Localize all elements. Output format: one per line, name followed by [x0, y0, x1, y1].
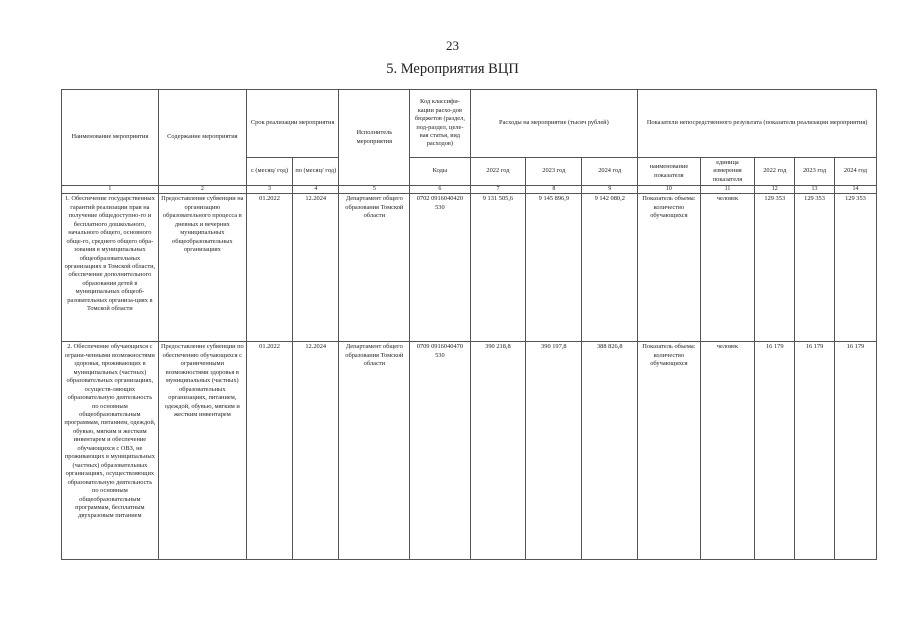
column-number: 10: [638, 186, 700, 194]
header-row-1: [62, 90, 877, 158]
header-period: Срок реализации мероприятия: [246, 90, 338, 158]
period-to: 12.2024: [293, 342, 339, 560]
measure-content: Предоставление субвенции по обеспечению обучающихся с ограниченными возможностями здоровья в муниципальных (частных) образовательных организациях, питанием, одеждой, обувью, мягким и жестким инвентарем: [158, 342, 246, 560]
column-number: 2: [158, 186, 246, 194]
measure-name: 2. Обеспечение обучающихся с ограни-ченными возможностями здоровья, проживающих в муниципальных (частных) образовательных организациях, осуществ-ляющих образовательную деятельность по основным общеобразовательным программам, питанием, одеждой, обувью, мягким и жестким инвентарем и обеспечение обучающихся с ОВЗ, не проживающих в муниципальных (частных) образовательных организациях, осуществляющих образовательную деятельность по основным общеобразовательным программам, бесплатным двухразовым питанием: [62, 342, 159, 560]
header-from: с (месяц/ год): [246, 158, 292, 186]
period-from: 01.2022: [246, 342, 292, 560]
expense-2023: 390 197,8: [526, 342, 582, 560]
column-number: 3: [246, 186, 292, 194]
column-number: 4: [293, 186, 339, 194]
header-expense-2022: 2022 год: [470, 158, 526, 186]
header-codes-group: Код классифи-кации расхо-дов бюджетов (раздел, под-раздел, целе-вая статья, вид расходов): [410, 90, 470, 158]
column-number: 1: [62, 186, 159, 194]
header-executor: Исполнитель мероприятия: [339, 90, 410, 186]
page-number: 23: [446, 38, 459, 53]
header-content: Содержание мероприятия: [158, 90, 246, 186]
indicator-2023: 129 353: [795, 194, 835, 342]
header-name: Наименование мероприятия: [62, 90, 159, 186]
budget-codes: 0702 0916040420 530: [410, 194, 470, 342]
column-number: 7: [470, 186, 526, 194]
column-number: 12: [755, 186, 795, 194]
column-number: 6: [410, 186, 470, 194]
measure-name: 1. Обеспечение государственных гарантий реализации прав на получение общедоступно-го и бесплатного дошкольного, начального общего, основного обще-го, среднего общего обра-зования в муниципальных общеобразовательных организациях в Томской области, обеспечение дополнительного образования детей в муниципальных общеоб-разовательных организа-циях в Томской области: [62, 194, 159, 342]
indicator-2022: 16 179: [755, 342, 795, 560]
indicator-name: Показатель объема: количество обучающихся: [638, 342, 700, 560]
column-number: 14: [834, 186, 876, 194]
header-indicator-2024: 2024 год: [834, 158, 876, 186]
expense-2022: 390 218,8: [470, 342, 526, 560]
header-indicators: Показатели непосредственного результата (показатели реализации мероприятия): [638, 90, 877, 158]
indicator-2023: 16 179: [795, 342, 835, 560]
header-indicator-2022: 2022 год: [755, 158, 795, 186]
header-unit: единица измерения показателя: [700, 158, 755, 186]
expense-2023: 9 145 896,9: [526, 194, 582, 342]
expense-2022: 9 131 505,6: [470, 194, 526, 342]
header-expense-2024: 2024 год: [582, 158, 638, 186]
column-number: 5: [339, 186, 410, 194]
header-codes: Коды: [410, 158, 470, 186]
indicator-unit: человек: [700, 342, 755, 560]
column-number: 8: [526, 186, 582, 194]
indicator-unit: человек: [700, 194, 755, 342]
header-indicator-2023: 2023 год: [795, 158, 835, 186]
page-title: 5. Мероприятия ВЦП: [386, 61, 519, 77]
executor: Департамент общего образования Томской области: [339, 194, 410, 342]
header-to: по (месяц/ год): [293, 158, 339, 186]
period-to: 12.2024: [293, 194, 339, 342]
executor: Департамент общего образования Томской области: [339, 342, 410, 560]
period-from: 01.2022: [246, 194, 292, 342]
table-row: [62, 342, 877, 560]
table-row: [62, 194, 877, 342]
measures-table: [61, 89, 877, 560]
indicator-2024: 129 353: [834, 194, 876, 342]
header-expenses: Расходы на мероприятие (тысяч рублей): [470, 90, 638, 158]
column-number: 11: [700, 186, 755, 194]
indicator-name: Показатель объема: количество обучающихся: [638, 194, 700, 342]
header-expense-2023: 2023 год: [526, 158, 582, 186]
indicator-2024: 16 179: [834, 342, 876, 560]
expense-2024: 9 142 080,2: [582, 194, 638, 342]
budget-codes: 0709 0916040470 530: [410, 342, 470, 560]
measure-content: Предоставление субвенции на организацию образовательного процесса в дневных и вечерних муниципальных общеобразовательных организациях: [158, 194, 246, 342]
expense-2024: 388 826,8: [582, 342, 638, 560]
column-number: 13: [795, 186, 835, 194]
column-number-row: [62, 186, 877, 194]
header-indicator-name: наименование показателя: [638, 158, 700, 186]
column-number: 9: [582, 186, 638, 194]
indicator-2022: 129 353: [755, 194, 795, 342]
